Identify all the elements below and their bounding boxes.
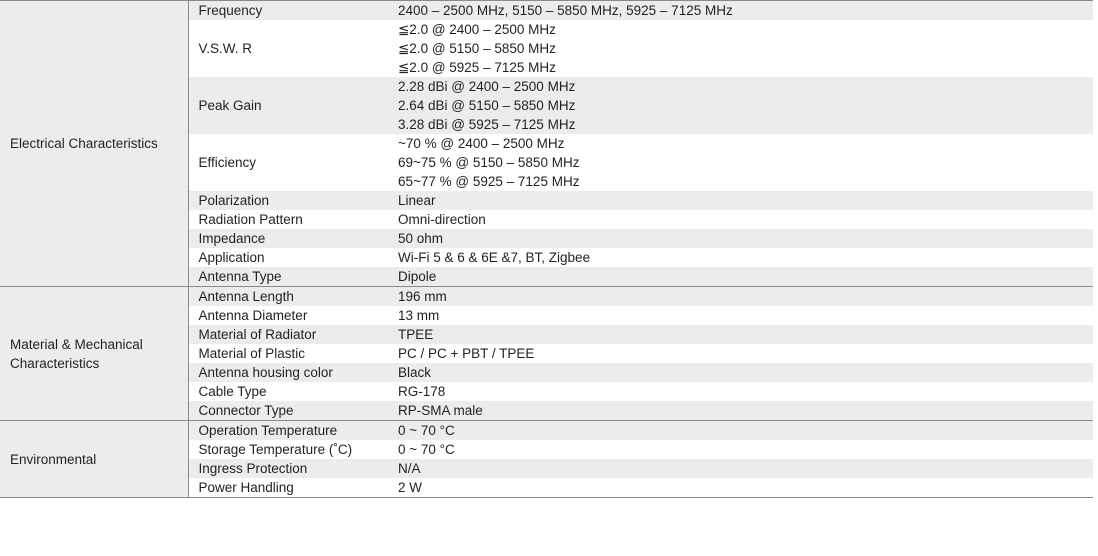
value-line: 69~75 % @ 5150 – 5850 MHz bbox=[398, 155, 580, 170]
property-cell: Material of Radiator bbox=[188, 325, 388, 344]
value-cell bbox=[388, 421, 1093, 441]
value-line: 3.28 dBi @ 5925 – 7125 MHz bbox=[398, 117, 576, 132]
value-cell bbox=[388, 440, 1093, 459]
value-line: 50 ohm bbox=[398, 231, 444, 246]
table-row bbox=[0, 287, 1093, 307]
table-row bbox=[0, 1, 1093, 21]
table-row bbox=[0, 421, 1093, 441]
value-line: TPEE bbox=[398, 327, 434, 342]
value-line: 2.64 dBi @ 5150 – 5850 MHz bbox=[398, 98, 576, 113]
value-line: Omni-direction bbox=[398, 212, 486, 227]
value-cell bbox=[388, 77, 1093, 134]
category-cell: Material & Mechanical Characteristics bbox=[0, 287, 188, 421]
property-cell: Storage Temperature (˚C) bbox=[198, 442, 353, 457]
value-line: 196 mm bbox=[398, 289, 447, 304]
value-line: ≦2.0 @ 5150 – 5850 MHz bbox=[398, 41, 556, 56]
property-cell: Impedance bbox=[188, 229, 388, 248]
property-cell: Peak Gain bbox=[188, 77, 388, 134]
value-line: Linear bbox=[398, 193, 436, 208]
property-cell: Polarization bbox=[188, 191, 388, 210]
value-cell bbox=[388, 382, 1093, 401]
property-cell: Application bbox=[198, 250, 265, 265]
category-cell: Electrical Characteristics bbox=[0, 1, 188, 287]
property-cell: Material of Plastic bbox=[198, 346, 306, 361]
value-line: ~70 % @ 2400 – 2500 MHz bbox=[398, 136, 565, 151]
property-cell: Connector Type bbox=[188, 401, 388, 421]
property-cell: Operation Temperature bbox=[188, 421, 388, 441]
spec-table-body bbox=[0, 1, 1093, 498]
value-line: N/A bbox=[398, 461, 421, 476]
property-cell: Cable Type bbox=[198, 384, 267, 399]
value-line: ≦2.0 @ 5925 – 7125 MHz bbox=[398, 60, 556, 75]
property-cell: Antenna Diameter bbox=[198, 308, 308, 323]
property-cell: Power Handling bbox=[198, 480, 294, 495]
value-line: Dipole bbox=[398, 269, 437, 284]
value-line: 2400 – 2500 MHz, 5150 – 5850 MHz, 5925 – 7125 MHz bbox=[398, 3, 733, 18]
value-cell bbox=[388, 287, 1093, 307]
property-cell: Frequency bbox=[188, 1, 388, 21]
value-cell bbox=[388, 306, 1093, 325]
property-cell: Antenna housing color bbox=[188, 363, 388, 382]
value-cell bbox=[388, 325, 1093, 344]
value-cell bbox=[388, 210, 1093, 229]
value-cell bbox=[388, 267, 1093, 287]
value-cell bbox=[388, 248, 1093, 267]
value-line: RG-178 bbox=[398, 384, 446, 399]
value-cell bbox=[388, 459, 1093, 478]
value-line: RP-SMA male bbox=[398, 403, 483, 418]
property-cell: Efficiency bbox=[198, 155, 257, 170]
value-line: 65~77 % @ 5925 – 7125 MHz bbox=[398, 174, 580, 189]
value-line: PC / PC + PBT / TPEE bbox=[398, 346, 535, 361]
property-cell: Radiation Pattern bbox=[198, 212, 303, 227]
value-line: 2.28 dBi @ 2400 – 2500 MHz bbox=[398, 79, 576, 94]
value-cell bbox=[388, 363, 1093, 382]
property-cell: Antenna Type bbox=[188, 267, 388, 287]
category-cell: Environmental bbox=[0, 421, 188, 498]
property-cell: Ingress Protection bbox=[188, 459, 388, 478]
value-cell bbox=[388, 191, 1093, 210]
value-line: 0 ~ 70 °C bbox=[398, 442, 455, 457]
value-cell bbox=[388, 401, 1093, 421]
value-line: ≦2.0 @ 2400 – 2500 MHz bbox=[398, 22, 556, 37]
value-cell bbox=[388, 229, 1093, 248]
value-line: 0 ~ 70 °C bbox=[398, 423, 455, 438]
property-cell: Antenna Length bbox=[188, 287, 388, 307]
value-line: Wi-Fi 5 & 6 & 6E &7, BT, Zigbee bbox=[398, 250, 591, 265]
property-cell: V.S.W. R bbox=[198, 41, 253, 56]
value-line: 2 W bbox=[398, 480, 423, 495]
value-cell bbox=[388, 478, 1093, 498]
value-cell bbox=[388, 20, 1093, 77]
value-cell bbox=[388, 1, 1093, 21]
value-line: Black bbox=[398, 365, 432, 380]
value-cell bbox=[388, 344, 1093, 363]
value-line: 13 mm bbox=[398, 308, 440, 323]
value-cell bbox=[388, 134, 1093, 191]
